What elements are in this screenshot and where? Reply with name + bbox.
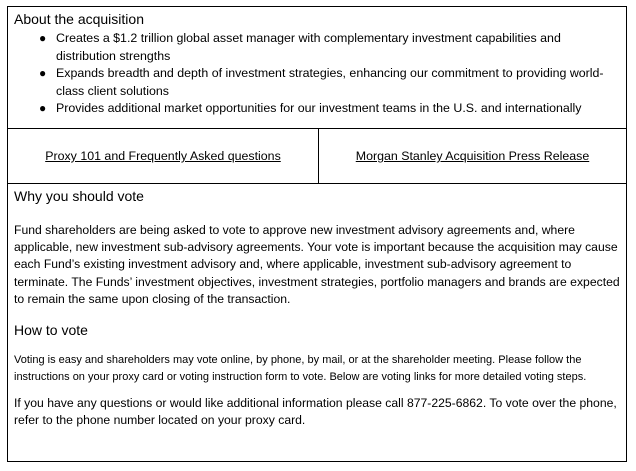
why-vote-heading: Why you should vote xyxy=(14,188,144,204)
press-release-link[interactable]: Morgan Stanley Acquisition Press Release xyxy=(355,149,590,163)
spacer xyxy=(14,385,620,395)
how-vote-body: Voting is easy and shareholders may vote online, by phone, by mail, or at the shareholder meeting. Please follow the instructions on your proxy card or voting instruction form to vote. Below are voting links for more detailed voting steps. xyxy=(14,354,587,383)
why-vote-body: Fund shareholders are being asked to vote to approve new investment advisory agreements and, where applicable, new investment sub-advisory agreements. Your vote is important because the acquisition may cause each Fund’s existing investment advisory and, where applicable, investment sub-advisory agreement to terminate. The Funds’ investment objectives, investment strategies, portfolio managers and brands are expected to remain the same upon closing of the transaction. xyxy=(14,223,620,306)
how-vote-heading: How to vote xyxy=(14,322,88,339)
bullet-icon: ● xyxy=(39,31,47,45)
list-item xyxy=(39,65,620,100)
spacer xyxy=(14,339,620,352)
bullet-icon: ● xyxy=(39,101,47,116)
about-heading: About the acquisition xyxy=(14,11,144,27)
list-item xyxy=(39,100,620,118)
list-item xyxy=(39,30,620,65)
voting-section xyxy=(8,184,626,461)
links-row-section xyxy=(8,129,626,184)
proxy-faq-cell xyxy=(8,129,319,183)
contact-text: If you have any questions or would like additional information please call 877-225-6862. To vote over the phone, refer to the phone number located on your proxy card. xyxy=(14,396,617,428)
bullet-text: Expands breadth and depth of investment strategies, enhancing our commitment to providing world-class client solutions xyxy=(56,66,604,98)
proxy-faq-link[interactable]: Proxy 101 and Frequently Asked questions xyxy=(45,149,281,163)
links-row xyxy=(8,129,626,183)
about-bullet-list xyxy=(14,30,620,118)
press-release-cell xyxy=(319,129,626,183)
about-acquisition-section xyxy=(8,7,626,129)
info-box xyxy=(7,6,627,462)
bullet-text: Creates a $1.2 trillion global asset manager with complementary investment capabilities and distribution strengths xyxy=(56,31,561,63)
bullet-icon: ● xyxy=(39,66,47,81)
bullet-text: Provides additional market opportunities for our investment teams in the U.S. and internationally xyxy=(56,101,582,116)
spacer xyxy=(14,308,620,321)
spacer xyxy=(14,205,620,222)
